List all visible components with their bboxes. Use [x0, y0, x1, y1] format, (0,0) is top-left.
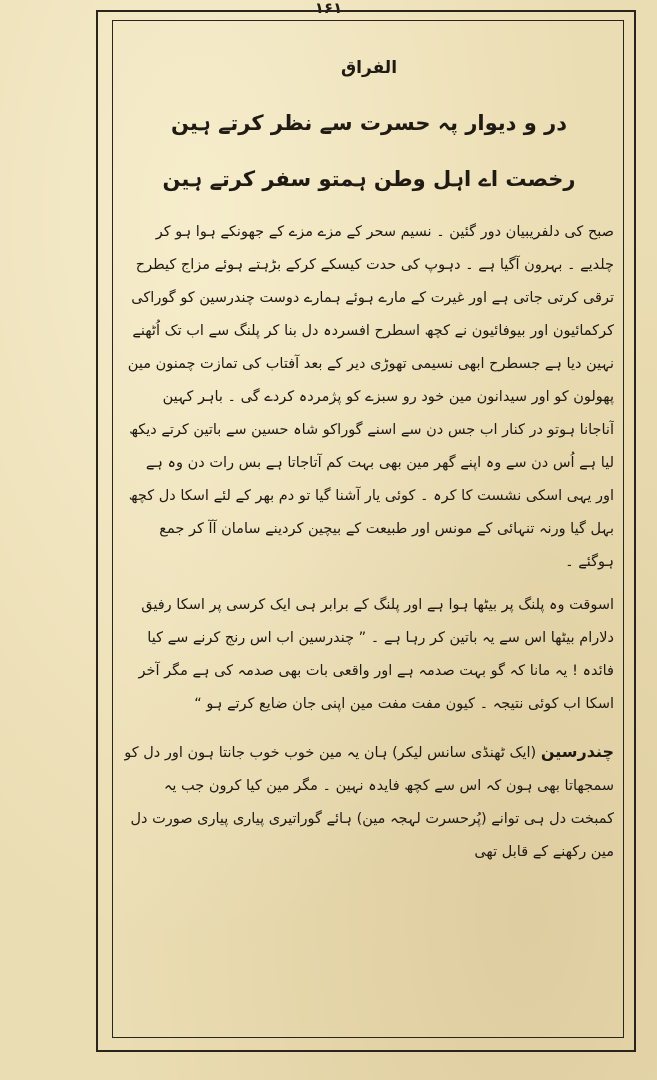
page-number: ۱۶۱ [314, 0, 343, 17]
dialogue-paragraph [124, 735, 614, 869]
paragraph-2: اسوقت وہ پلنگ پر بیٹھا ہوا ہے اور پلنگ کے برابر ہی ایک کرسی پر اسکا رفیق دلارام بیٹھا اس سے یہ باتین کر رہا ہے ۔ ” چندرسین اب اس رنج کرنے سے کیا فائدہ ! یہ مانا کہ گو بہت صدمہ ہے اور واقعی بات بھی صدمہ کی ہے مگر آخر اسکا اب کوئی نتیجہ ۔ کیون مفت مفت مین اپنی جان ضایع کرتے ہو “ [138, 597, 614, 712]
verse-line-1: در و دیوار پہ حسرت سے نظر کرتے ہین [171, 111, 567, 135]
chapter-title: الفراق [340, 58, 398, 78]
page-content [124, 28, 614, 1028]
paragraph-1: صبح کی دلفریبیان دور گئین ۔ نسیم سحر کے مزے مزے کے جھونکے ہوا ہو کر چلدیے ۔ بہرون آگیا ہے ۔ دہوپ کی حدت کیسکے کرکے بڑہتے ہوئے مزاج کیطرح ترقی کرتی جاتی ہے اور غیرت کے مارے ہوئے ہمارے دوست چندرسین کو گوراکی کرکمائیون اور بیوفائیون نے کچھ اسطرح افسردہ دل بنا کر پلنگ سے اب تک اُٹھنے نہین دیا ہے جسطرح ابھی نسیمی تھوڑی دیر کے بعد آفتاب کی تمازت چمنون مین پھولون کو اور سیدانون مین خود رو سبزے کو پژمردہ کردے گی ۔ باہر کہین آناجانا ہوتو در کنار اب جس دن سے اسنے گوراکو شاہ حسین سے باتین کرتے دیکھ لیا ہے اُس دن سے وہ اپنے گھر مین بھی بہت کم آتاجاتا ہے بس رات دن وہ ہے اور یہی اسکی نشست کا کرہ ۔ کوئی یار آشنا گیا تو دم بھر کے لئے اسکا دل کچھ بہل گیا ورنہ تنہائی کے مونس اور طبیعت کے بیچین کردینے سامان آآ کر جمع ہوگئے ۔ [127, 224, 614, 570]
speaker-name: چندرسین [540, 742, 614, 761]
body-text [124, 216, 614, 869]
dialogue-text: (ایک ٹھنڈی سانس لیکر) ہان یہ مین خوب خوب جانتا ہون اور دل کو سمجھاتا بھی ہون کہ اس سے کچھ فایدہ نہین ۔ مگر مین کیا کرون جب یہ کمبخت دل ہی توانے (پُرحسرت لہجہ مین) ہائے گوراتیری پیاری پیاری صورت دل مین رکھنے کے قابل تھی [124, 745, 614, 860]
verse-line-2: رخصت اے اہل وطن ہمتو سفر کرتے ہین [162, 167, 576, 191]
